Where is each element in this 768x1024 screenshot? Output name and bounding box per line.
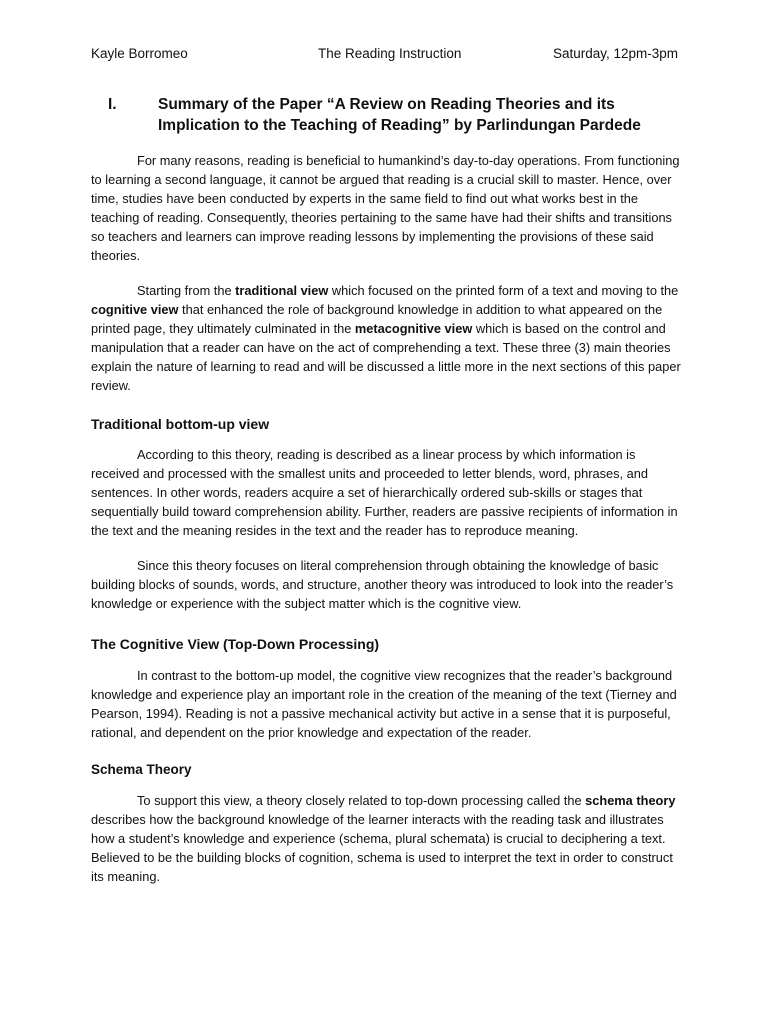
schema-p1-text-c: describes how the background knowledge of the learner interacts with the reading task and illustrates how a student’s knowledge and experience (schema, plural schemata) is crucial to deciphering a text. Believed to be the building blocks of cognition, schema is used to interpret the text in order to construct its meaning. [91, 812, 673, 884]
heading-schema: Schema Theory [91, 762, 192, 777]
term-cognitive-view: cognitive view [91, 302, 179, 317]
intro-p2-text-e: which is based on the control and manipulation that a reader can have on the act of comprehending a text. These three (3) main theories explain the nature of learning to read and will be discussed a little more in the next sections of this paper review. [91, 321, 681, 393]
intro-paragraph-2 [91, 281, 681, 395]
term-metacognitive-view: metacognitive view [354, 321, 473, 336]
section-number: I. [108, 96, 117, 113]
schema-paragraph-1 [91, 791, 681, 886]
heading-cognitive: The Cognitive View (Top-Down Processing) [91, 636, 380, 652]
term-traditional-view: traditional view [235, 283, 329, 298]
title-text [158, 94, 681, 136]
intro-p2-text-c: which focused on the printed form of a text and moving to the [328, 283, 679, 298]
intro-p2-text-d: that enhanced the role of background knowledge in addition to what appeared on the printed page, they ultimately culminated in the [91, 302, 663, 336]
title-line-1: Summary of the Paper “A Review on Reading Theories and its [158, 96, 615, 113]
term-schema-theory: schema theory [585, 793, 676, 808]
schema-p1-text-a: To support this view, a theory closely related to top-down processing called the [137, 793, 586, 808]
intro-paragraph-1: For many reasons, reading is beneficial to humankind’s day-to-day operations. From functioning to learning a second language, it cannot be argued that reading is a crucial skill to master. Hence, over time, studies have been conducted by experts in the same field to find out what works best in the teaching of reading. Consequently, theories pertaining to the same have had their shifts and transitions so teachers and learners can improve reading lessons by implementing the provisions of these said theories. [91, 153, 680, 263]
traditional-paragraph-2: Since this theory focuses on literal comprehension through obtaining the knowledge of basic building blocks of sounds, words, and structure, another theory was introduced to look into the reader’s knowledge or experience with the subject matter which is the cognitive view. [91, 558, 674, 611]
header-author: Kayle Borromeo [91, 46, 188, 61]
heading-traditional: Traditional bottom-up view [91, 416, 270, 432]
header-schedule: Saturday, 12pm-3pm [552, 46, 678, 61]
title-line-2: Implication to the Teaching of Reading” by Parlindungan Pardede [158, 117, 641, 134]
traditional-paragraph-1: According to this theory, reading is described as a linear process by which information is received and processed with the smallest units and proceeded to letter blends, word, phrases, and sentences. In other words, readers acquire a set of hierarchically ordered sub-skills or stages that sequentially build toward comprehension ability. Further, readers are passive recipients of information in the text and the meaning resides in the text and the reader has to reproduce meaning. [91, 447, 678, 538]
header-course: The Reading Instruction [318, 46, 462, 61]
intro-p2-text-a: Starting from the [137, 283, 236, 298]
page-header [91, 46, 678, 66]
cognitive-paragraph-1: In contrast to the bottom-up model, the cognitive view recognizes that the reader’s background knowledge and experience play an important role in the creation of the meaning of the text (Tierney and Pearson, 1994). Reading is not a passive mechanical activity but active in a sense that it is purposeful, rational, and dependent on the prior knowledge and expectation of the reader. [91, 668, 677, 740]
